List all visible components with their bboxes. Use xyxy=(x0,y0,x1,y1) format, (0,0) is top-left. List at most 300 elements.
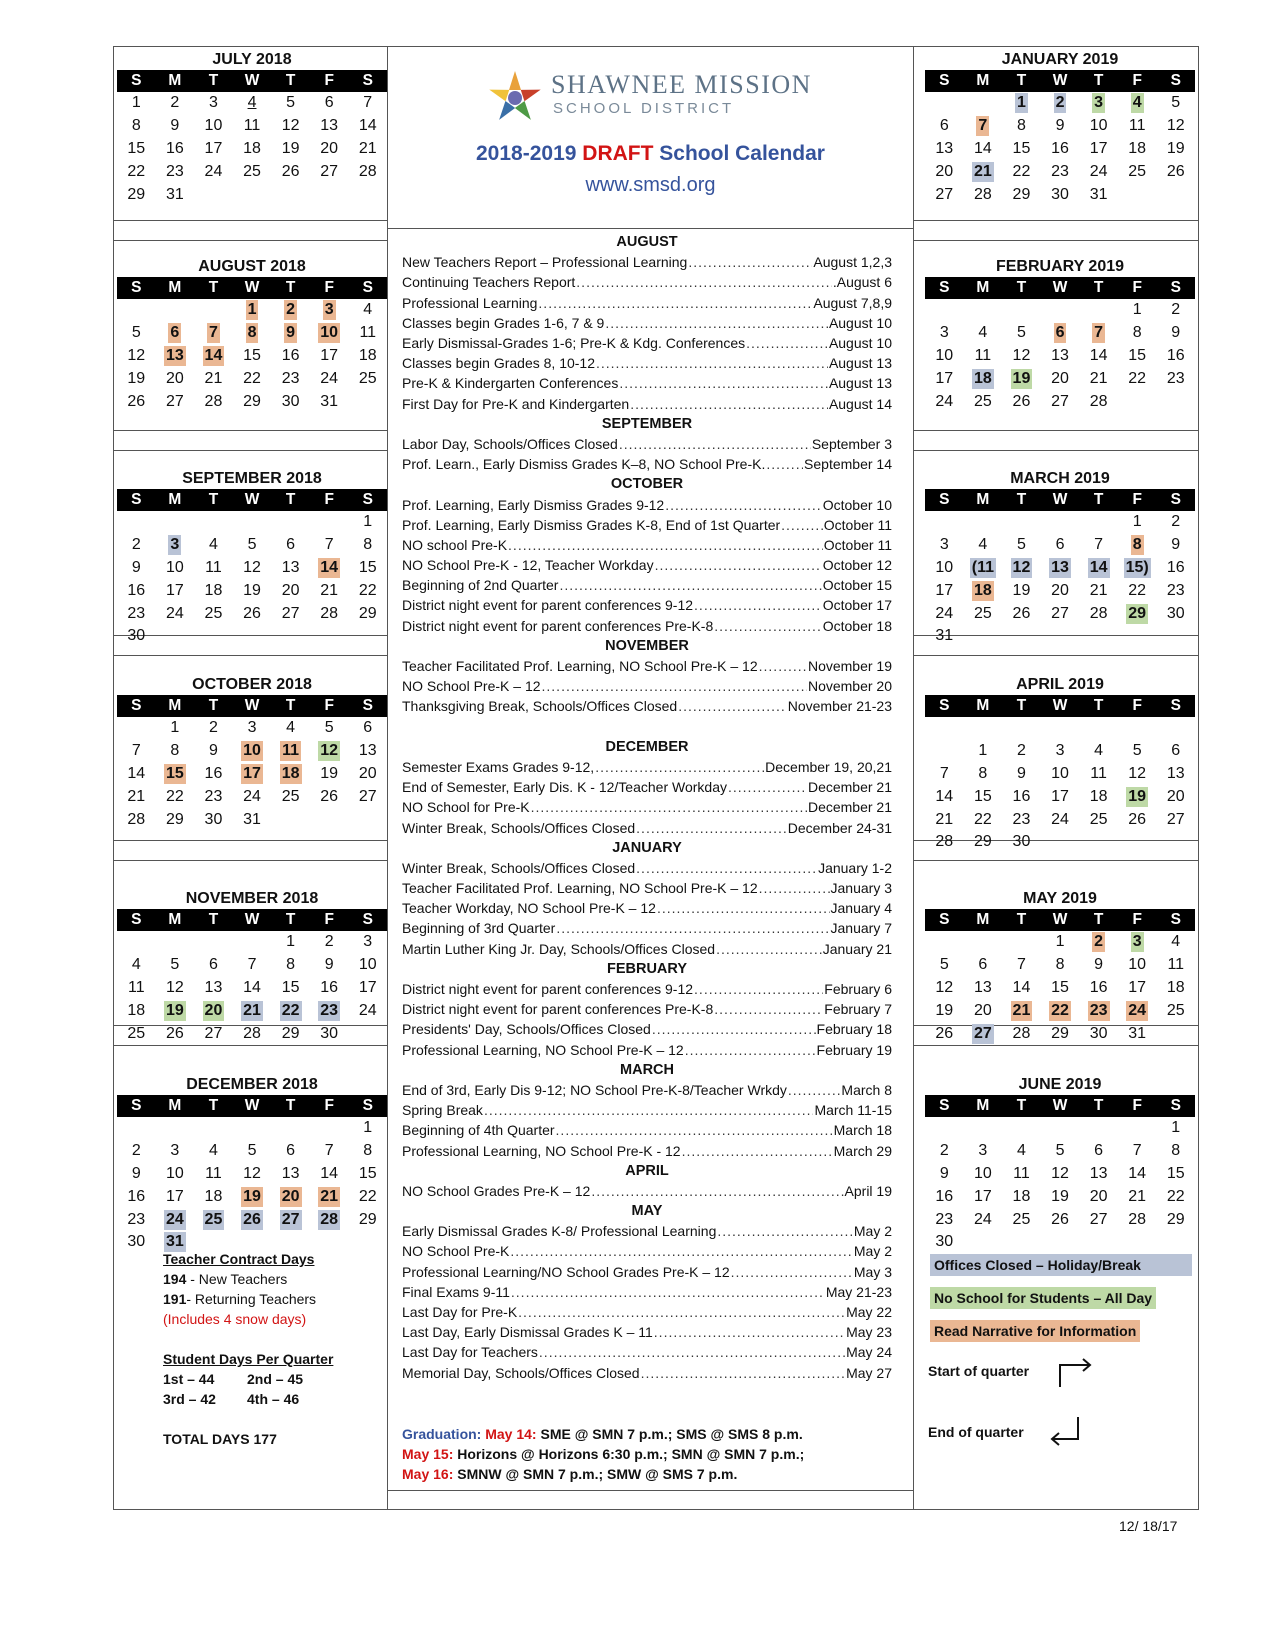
weekday-letter: M xyxy=(168,72,182,89)
event-text: Last Day for Pre-K xyxy=(402,1304,518,1321)
day-cell: 17 xyxy=(1051,787,1069,805)
day-cell: 1 xyxy=(247,301,257,319)
event-row xyxy=(402,454,892,474)
weekday-letter: F xyxy=(1132,72,1142,89)
day-cell: 22 xyxy=(1012,162,1031,180)
event-text: Prof. Learn., Early Dismiss Grades K–8, NO School Pre-K. xyxy=(402,456,766,473)
day-cell: 9 xyxy=(1094,956,1104,974)
day-slot xyxy=(925,1210,964,1230)
week-row xyxy=(925,717,1195,740)
day-cell: 24 xyxy=(935,392,954,410)
day-slot xyxy=(1156,581,1195,601)
weekday-letter: M xyxy=(976,697,990,714)
day-slot xyxy=(964,832,1003,852)
day-slot xyxy=(194,581,233,601)
week-row xyxy=(117,740,387,763)
week-row xyxy=(925,367,1195,390)
day-cell: 20 xyxy=(935,162,954,180)
event-leader-dots xyxy=(759,880,830,896)
event-date: November 20 xyxy=(807,678,892,695)
day-slot xyxy=(156,139,195,159)
week-row xyxy=(925,1140,1195,1163)
day-cell: 27 xyxy=(320,162,339,180)
weekday-letter: M xyxy=(168,911,182,928)
event-row xyxy=(402,1181,892,1201)
event-text: District night event for parent conferences Pre-K-8 xyxy=(402,1001,714,1018)
day-slot xyxy=(117,1187,156,1207)
day-slot xyxy=(117,139,156,159)
day-slot xyxy=(271,1164,310,1184)
weekday-letter: F xyxy=(324,697,334,714)
day-cell: 7 xyxy=(978,117,988,135)
day-cell: 27 xyxy=(1051,604,1069,622)
day-slot xyxy=(156,1164,195,1184)
day-cell: 12 xyxy=(320,742,339,760)
day-slot xyxy=(1002,369,1041,389)
day-cell: 28 xyxy=(1012,1024,1031,1042)
day-slot xyxy=(156,369,195,389)
footer-date: 12/ 18/17 xyxy=(1119,1518,1178,1534)
day-cell: 29 xyxy=(358,604,377,622)
day-slot xyxy=(1002,764,1041,784)
day-cell: 9 xyxy=(170,117,180,135)
week-row xyxy=(925,183,1195,206)
day-slot xyxy=(156,1232,195,1252)
event-date: October 11 xyxy=(823,516,892,533)
day-cell: 20 xyxy=(1051,581,1069,599)
event-row xyxy=(402,494,892,514)
day-slot xyxy=(1118,810,1157,830)
event-leader-dots xyxy=(596,355,828,371)
day-slot xyxy=(194,604,233,624)
day-cell: 10 xyxy=(358,956,377,974)
day-cell: 4 xyxy=(208,1142,218,1160)
week-row xyxy=(117,1117,387,1140)
week-row xyxy=(117,977,387,1000)
event-leader-dots xyxy=(556,920,829,936)
day-cell: 23 xyxy=(165,162,184,180)
day-slot xyxy=(1156,139,1195,159)
day-slot xyxy=(310,1141,349,1161)
event-row xyxy=(402,878,892,898)
day-cell: 23 xyxy=(935,1210,954,1228)
weekday-letter: W xyxy=(244,279,260,296)
day-slot xyxy=(1041,116,1080,136)
month-title: FEBRUARY 2019 xyxy=(995,258,1125,275)
day-slot xyxy=(964,369,1003,389)
day-slot xyxy=(194,764,233,784)
day-cell: 8 xyxy=(1132,536,1142,554)
day-slot xyxy=(1079,741,1118,761)
day-slot xyxy=(117,1024,156,1044)
quarter-4: 4th – 46 xyxy=(247,1391,300,1407)
day-slot xyxy=(233,1141,272,1161)
new-count: 194 xyxy=(163,1271,187,1287)
day-slot xyxy=(964,810,1003,830)
day-cell: 6 xyxy=(978,956,988,974)
graduation-detail: SMNW @ SMN 7 p.m.; SMW @ SMS 7 p.m. xyxy=(453,1466,738,1482)
month-title: MAY 2019 xyxy=(1023,890,1097,907)
event-row xyxy=(402,1241,892,1261)
day-slot xyxy=(925,832,964,852)
day-cell: 19 xyxy=(1128,787,1147,805)
event-row xyxy=(402,817,892,837)
day-cell: 9 xyxy=(1171,324,1181,342)
day-cell: 20 xyxy=(1089,1187,1108,1205)
day-cell: 12 xyxy=(1166,117,1185,135)
day-cell: 7 xyxy=(208,324,218,342)
day-cell: 7 xyxy=(939,764,949,782)
divider-line xyxy=(113,450,388,451)
day-cell: 28 xyxy=(243,1024,261,1042)
event-date: April 19 xyxy=(844,1182,892,1199)
month-title: SEPTEMBER 2018 xyxy=(182,470,322,487)
weekday-header xyxy=(117,277,387,299)
quarters-row-1 xyxy=(163,1371,333,1391)
day-cell: 27 xyxy=(281,604,300,622)
weekday-letter: T xyxy=(285,1097,296,1114)
day-slot xyxy=(117,787,156,807)
weekday-letter: T xyxy=(1016,491,1027,508)
event-row xyxy=(402,313,892,333)
event-date: October 10 xyxy=(822,496,892,513)
day-slot xyxy=(233,764,272,784)
event-text: Semester Exams Grades 9-12, xyxy=(402,758,595,775)
day-slot xyxy=(1041,1024,1080,1044)
day-slot xyxy=(233,1024,272,1044)
weekday-header xyxy=(925,695,1195,717)
day-cell: 7 xyxy=(363,94,373,112)
day-slot xyxy=(1002,741,1041,761)
day-slot xyxy=(925,626,964,646)
day-slot xyxy=(1002,810,1041,830)
day-cell: 4 xyxy=(1171,933,1181,951)
day-cell: 8 xyxy=(1016,117,1026,135)
day-slot xyxy=(925,392,964,412)
day-slot xyxy=(117,535,156,555)
day-cell: 9 xyxy=(131,558,141,576)
event-row xyxy=(402,858,892,878)
weekday-letter: T xyxy=(285,911,296,928)
event-date: December 21 xyxy=(807,799,892,816)
weekday-letter: W xyxy=(1052,72,1068,89)
event-leader-dots xyxy=(591,1183,843,1199)
day-cell: 23 xyxy=(1166,581,1185,599)
divider-line xyxy=(387,1490,914,1491)
day-cell: 1 xyxy=(131,94,141,112)
day-slot xyxy=(348,978,387,998)
event-row xyxy=(402,1140,892,1160)
day-cell: 31 xyxy=(1128,1024,1147,1042)
day-slot xyxy=(1156,1118,1195,1138)
day-cell: 19 xyxy=(1051,1187,1069,1205)
day-cell: 19 xyxy=(1166,139,1185,157)
title-year: 2018-2019 xyxy=(476,142,577,165)
day-slot xyxy=(1041,932,1080,952)
day-cell: 6 xyxy=(1055,324,1065,342)
event-row xyxy=(402,1120,892,1140)
day-slot xyxy=(1118,955,1157,975)
event-row xyxy=(402,1221,892,1241)
day-cell: 25 xyxy=(204,604,223,622)
day-cell: 11 xyxy=(127,978,145,996)
day-cell: 18 xyxy=(1089,787,1108,805)
event-row xyxy=(402,1100,892,1120)
weekday-letter: W xyxy=(244,697,260,714)
day-cell: 26 xyxy=(1128,810,1147,828)
event-row xyxy=(402,434,892,454)
day-cell: 6 xyxy=(363,719,373,737)
event-date: January 4 xyxy=(830,900,892,917)
day-slot xyxy=(1079,369,1118,389)
day-cell: 28 xyxy=(204,392,223,410)
day-cell: 3 xyxy=(170,1142,180,1160)
day-slot xyxy=(1041,139,1080,159)
day-slot xyxy=(310,139,349,159)
day-slot xyxy=(1156,1141,1195,1161)
quarter-2: 2nd – 45 xyxy=(247,1371,304,1387)
day-slot xyxy=(117,1141,156,1161)
event-row xyxy=(402,353,892,373)
day-cell: 21 xyxy=(358,139,377,157)
weekday-letter: M xyxy=(168,1097,182,1114)
event-row xyxy=(402,898,892,918)
day-slot xyxy=(117,1164,156,1184)
day-slot xyxy=(1079,1141,1118,1161)
weekday-letter: F xyxy=(324,72,334,89)
divider-line xyxy=(113,1045,388,1046)
weekday-letter: S xyxy=(939,1097,950,1114)
month-title: NOVEMBER 2018 xyxy=(185,890,319,907)
day-cell: 1 xyxy=(1055,933,1065,951)
weekday-letter: T xyxy=(1016,72,1027,89)
weekday-letter: S xyxy=(362,697,373,714)
event-text: Beginning of 4th Quarter xyxy=(402,1122,555,1139)
day-cell: 3 xyxy=(1132,933,1142,951)
day-slot xyxy=(1041,535,1080,555)
day-slot xyxy=(964,787,1003,807)
day-cell: 26 xyxy=(935,1024,954,1042)
event-row xyxy=(402,1080,892,1100)
day-cell: 2 xyxy=(1016,742,1026,760)
day-cell: 15 xyxy=(973,787,992,805)
event-leader-dots xyxy=(788,1082,841,1098)
day-cell: 2 xyxy=(1094,933,1104,951)
day-slot xyxy=(348,741,387,761)
day-cell: 27 xyxy=(935,185,954,203)
day-cell: 12 xyxy=(281,117,300,135)
day-cell: 21 xyxy=(1089,581,1108,599)
day-cell: 17 xyxy=(243,764,261,782)
day-cell: 22 xyxy=(281,1001,300,1019)
website-link[interactable]: www.smsd.org xyxy=(585,174,716,196)
week-row xyxy=(925,1163,1195,1186)
weekday-letter: F xyxy=(324,279,334,296)
day-slot xyxy=(310,1210,349,1230)
event-date: May 21-23 xyxy=(825,1283,892,1300)
event-row xyxy=(402,373,892,393)
day-cell: 14 xyxy=(1128,1164,1147,1182)
day-cell: 11 xyxy=(205,558,222,576)
weekday-letter: F xyxy=(1132,697,1142,714)
event-leader-dots xyxy=(605,315,828,331)
day-cell: 15 xyxy=(358,558,377,576)
day-cell: 28 xyxy=(935,833,954,851)
day-slot xyxy=(964,1210,1003,1230)
day-cell: 2 xyxy=(208,719,218,737)
week-row xyxy=(117,511,387,534)
weekday-letter: F xyxy=(324,491,334,508)
day-cell: 5 xyxy=(1016,324,1026,342)
day-cell: 1 xyxy=(170,719,180,737)
day-slot xyxy=(1156,978,1195,998)
day-slot xyxy=(1118,581,1157,601)
day-cell: 1 xyxy=(1132,513,1142,531)
event-text: NO School for Pre-K xyxy=(402,799,530,816)
event-row xyxy=(402,575,892,595)
day-cell: 6 xyxy=(324,94,334,112)
day-slot xyxy=(1156,369,1195,389)
day-slot xyxy=(194,535,233,555)
day-cell: 9 xyxy=(939,1164,949,1182)
day-slot xyxy=(271,139,310,159)
day-cell: 9 xyxy=(324,956,334,974)
week-row xyxy=(117,785,387,808)
day-slot xyxy=(1118,978,1157,998)
snow-days-note: (Includes 4 snow days) xyxy=(163,1311,307,1327)
day-slot xyxy=(271,787,310,807)
day-slot xyxy=(233,604,272,624)
day-slot xyxy=(1041,978,1080,998)
day-slot xyxy=(117,392,156,412)
day-slot xyxy=(1079,185,1118,205)
event-row xyxy=(402,293,892,313)
day-slot xyxy=(1041,1001,1080,1021)
day-cell: 20 xyxy=(1051,369,1069,387)
day-slot xyxy=(310,581,349,601)
day-cell: 12 xyxy=(243,1164,261,1182)
day-slot xyxy=(233,955,272,975)
day-slot xyxy=(117,1001,156,1021)
event-row xyxy=(402,939,892,959)
event-text: NO School Pre-K – 12 xyxy=(402,678,541,695)
weekday-letter: F xyxy=(1132,1097,1142,1114)
day-slot xyxy=(925,185,964,205)
day-cell: 14 xyxy=(1089,346,1108,364)
divider-left xyxy=(387,46,388,1510)
graduation-date: May 14: xyxy=(485,1426,537,1442)
day-cell: 7 xyxy=(1094,536,1104,554)
day-cell: 31 xyxy=(320,392,339,410)
day-cell: 29 xyxy=(1012,185,1031,203)
event-leader-dots xyxy=(484,1102,814,1118)
event-row xyxy=(402,1282,892,1302)
event-section-heading: NOVEMBER xyxy=(605,637,689,654)
week-row xyxy=(925,138,1195,161)
event-row xyxy=(402,999,892,1019)
day-cell: 11 xyxy=(282,742,300,760)
day-cell: 30 xyxy=(281,392,300,410)
day-slot xyxy=(233,162,272,182)
day-cell: 15 xyxy=(1166,1164,1185,1182)
day-cell: 10 xyxy=(243,742,261,760)
day-slot xyxy=(117,1210,156,1230)
day-cell: 10 xyxy=(165,1164,184,1182)
day-slot xyxy=(310,741,349,761)
day-slot xyxy=(233,718,272,738)
day-slot xyxy=(1118,162,1157,182)
event-leader-dots xyxy=(714,618,821,634)
day-cell: 16 xyxy=(127,1187,146,1205)
event-row xyxy=(402,252,892,272)
day-cell: 13 xyxy=(1166,764,1185,782)
event-section-heading: DECEMBER xyxy=(605,738,689,755)
week-row xyxy=(925,740,1195,763)
day-slot xyxy=(233,392,272,412)
day-slot xyxy=(271,1024,310,1044)
day-slot xyxy=(310,323,349,343)
day-cell: 19 xyxy=(281,139,300,157)
day-cell: 25 xyxy=(1089,810,1108,828)
weekday-letter: T xyxy=(1093,279,1104,296)
day-slot xyxy=(1118,604,1157,624)
week-row xyxy=(117,115,387,138)
day-slot xyxy=(925,764,964,784)
day-cell: 21 xyxy=(1012,1001,1031,1019)
day-cell: 24 xyxy=(243,787,261,805)
day-slot xyxy=(117,558,156,578)
event-date: October 18 xyxy=(822,617,892,634)
day-cell: 20 xyxy=(973,1001,992,1019)
day-cell: 28 xyxy=(1089,604,1108,622)
weekday-letter: W xyxy=(1052,697,1068,714)
day-cell: 17 xyxy=(165,581,184,599)
day-slot xyxy=(233,323,272,343)
day-slot xyxy=(964,955,1003,975)
day-cell: 19 xyxy=(935,1001,954,1019)
day-slot xyxy=(348,300,387,320)
event-text: District night event for parent conferences Pre-K-8 xyxy=(402,617,714,634)
new-label: - New Teachers xyxy=(186,1271,288,1287)
weekday-header xyxy=(117,489,387,511)
day-slot xyxy=(925,535,964,555)
day-cell: 29 xyxy=(127,185,146,203)
weekday-letter: S xyxy=(131,697,142,714)
day-slot xyxy=(1118,512,1157,532)
day-slot xyxy=(1118,535,1157,555)
day-slot xyxy=(1156,116,1195,136)
month-7 xyxy=(925,257,1195,413)
event-leader-dots xyxy=(728,779,807,795)
day-slot xyxy=(348,581,387,601)
day-slot xyxy=(156,1210,195,1230)
day-slot xyxy=(1041,787,1080,807)
event-text: Early Dismissal-Grades 1-6; Pre-K & Kdg. Conferences xyxy=(402,335,746,352)
divider-line xyxy=(913,220,1199,221)
day-slot xyxy=(1118,346,1157,366)
weekday-letter: T xyxy=(208,72,219,89)
day-slot xyxy=(925,558,964,578)
day-slot xyxy=(156,1001,195,1021)
event-leader-dots xyxy=(781,517,823,533)
day-cell: 3 xyxy=(324,301,334,319)
week-row xyxy=(925,534,1195,557)
day-cell: 1 xyxy=(1132,301,1142,319)
legend-start: Start of quarter xyxy=(928,1363,1030,1379)
weekday-letter: W xyxy=(1052,911,1068,928)
day-slot xyxy=(117,185,156,205)
day-slot xyxy=(348,535,387,555)
